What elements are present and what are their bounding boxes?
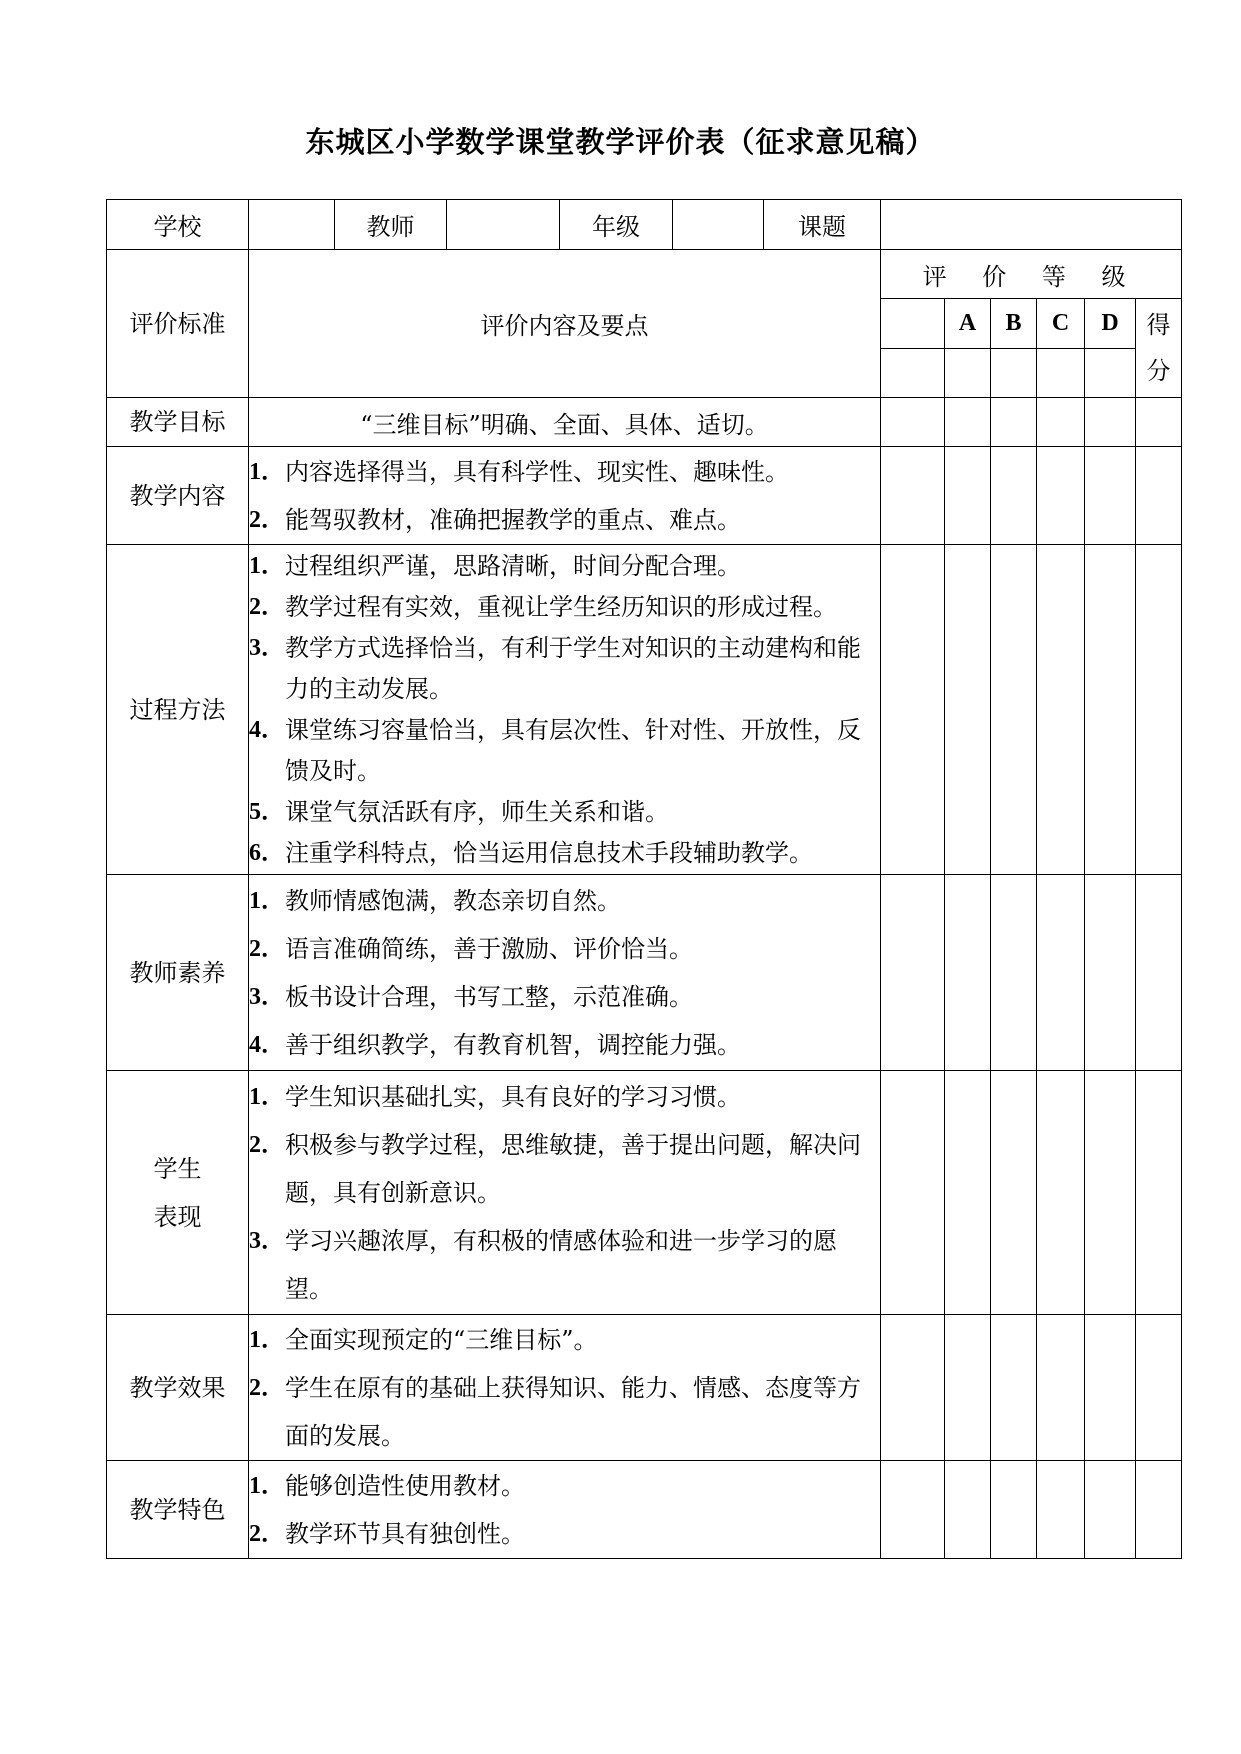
content-cell [249,447,881,545]
list-item: 4． 善于组织教学，有教育机智，调控能力强。 [249,1030,741,1059]
score-cell[interactable] [1136,447,1182,545]
list-item: 1． 内容选择得当，具有科学性、现实性、趣味性。 [249,457,789,486]
criterion-line2: 表现 [153,1202,202,1231]
score-cell[interactable] [1136,1071,1182,1315]
grade-blank-cell [881,299,945,349]
list-item: 6． 注重学科特点，恰当运用信息技术手段辅助教学。 [249,838,813,867]
list-item: 2． 积极参与教学过程，思维敏捷，善于提出问题，解决问题，具有创新意识。 [249,1130,861,1207]
score-header-line1: 得 [1146,311,1171,339]
table-row [107,1461,1182,1559]
grade-cell[interactable] [945,398,991,447]
score-cell[interactable] [1136,1461,1182,1559]
grade-level-label: 年级 [560,200,673,250]
grade-cell[interactable] [881,398,945,447]
grade-cell[interactable] [991,398,1037,447]
grade-b-header: B [991,299,1037,349]
list-item: 2． 教学环节具有独创性。 [249,1519,525,1548]
grade-d-header: D [1085,299,1136,349]
list-item: 3． 板书设计合理，书写工整，示范准确。 [249,982,693,1011]
grade-cell[interactable] [1037,1315,1085,1461]
grade-c-header: C [1037,299,1085,349]
list-item: 1． 过程组织严谨，思路清晰，时间分配合理。 [249,551,741,580]
column-header-row [107,250,1182,299]
content-cell: “三维目标”明确、全面、具体、适切。 [249,398,881,447]
list-item: 3． 教学方式选择恰当，有利于学生对知识的主动建构和能力的主动发展。 [249,633,861,703]
grade-cell[interactable] [1085,1461,1136,1559]
content-cell [249,1461,881,1559]
criterion-cell: 教学效果 [107,1315,249,1461]
list-item: 2． 学生在原有的基础上获得知识、能力、情感、态度等方面的发展。 [249,1373,861,1450]
grade-cell[interactable] [945,1071,991,1315]
table-row [107,545,1182,875]
topic-label: 课题 [764,200,881,250]
evaluation-table [106,199,1182,1559]
list-item: 2． 语言准确简练，善于激励、评价恰当。 [249,934,693,963]
teacher-label: 教师 [335,200,447,250]
table-row [107,875,1182,1071]
list-item: 1． 学生知识基础扎实，具有良好的学习习惯。 [249,1082,741,1111]
list-item: 2． 能驾驭教材，准确把握教学的重点、难点。 [249,505,741,534]
grade-cell[interactable] [881,1461,945,1559]
grade-cell[interactable] [1085,398,1136,447]
grade-cell[interactable] [991,1315,1037,1461]
grade-a-header: A [945,299,991,349]
score-header [1136,299,1182,398]
table-row [107,1315,1182,1461]
grade-cell[interactable] [881,1071,945,1315]
table-row [107,1071,1182,1315]
grade-cell[interactable] [945,1461,991,1559]
criterion-cell: 过程方法 [107,545,249,875]
score-header-line2: 分 [1146,357,1171,385]
grade-cell[interactable] [1037,875,1085,1071]
table-row [107,447,1182,545]
grade-cell[interactable] [1085,447,1136,545]
grade-cell[interactable] [945,1315,991,1461]
page-title: 东城区小学数学课堂教学评价表（征求意见稿） [305,125,936,159]
school-field[interactable] [249,200,335,250]
grade-cell[interactable] [991,447,1037,545]
grade-cell[interactable] [881,545,945,875]
grade-cell[interactable] [945,875,991,1071]
grade-level-field[interactable] [673,200,764,250]
grade-cell[interactable] [1037,545,1085,875]
grade-cell[interactable] [991,875,1037,1071]
criterion-cell: 教学特色 [107,1461,249,1559]
grade-cell[interactable] [881,875,945,1071]
criterion-column-header: 评价标准 [107,250,249,398]
grade-cell[interactable] [1037,398,1085,447]
criterion-cell: 教学内容 [107,447,249,545]
teacher-field[interactable] [447,200,560,250]
grade-cell[interactable] [1085,1071,1136,1315]
list-item: 1． 教师情感饱满，教态亲切自然。 [249,886,621,915]
content-cell [249,1071,881,1315]
list-item: 2． 教学过程有实效，重视让学生经历知识的形成过程。 [249,592,837,621]
grade-cell[interactable] [1037,1071,1085,1315]
grade-cell[interactable] [881,447,945,545]
grade-cell[interactable] [1085,875,1136,1071]
list-item: 1． 全面实现预定的“三维目标”。 [249,1325,598,1354]
grade-cell[interactable] [1085,545,1136,875]
grade-group-header: 评 价 等 级 [881,250,1182,299]
topic-field[interactable] [881,200,1182,250]
criterion-cell: 教师素养 [107,875,249,1071]
content-cell [249,875,881,1071]
score-cell[interactable] [1136,875,1182,1071]
list-item: 4． 课堂练习容量恰当，具有层次性、针对性、开放性，反馈及时。 [249,715,861,785]
score-cell[interactable] [1136,398,1182,447]
school-label: 学校 [107,200,249,250]
content-cell [249,545,881,875]
grade-cell[interactable] [991,1461,1037,1559]
criterion-line1: 学生 [153,1154,202,1183]
score-cell[interactable] [1136,1315,1182,1461]
list-item: 1． 能够创造性使用教材。 [249,1471,525,1500]
list-item: 5． 课堂气氛活跃有序，师生关系和谐。 [249,797,669,826]
grade-cell[interactable] [945,447,991,545]
grade-cell[interactable] [1037,1461,1085,1559]
list-item: 3． 学习兴趣浓厚，有积极的情感体验和进一步学习的愿望。 [249,1226,837,1303]
score-cell[interactable] [1136,545,1182,875]
criterion-cell [107,1071,249,1315]
content-cell [249,1315,881,1461]
info-row [107,200,1182,250]
grade-cell[interactable] [1085,1315,1136,1461]
grade-cell[interactable] [881,1315,945,1461]
content-column-header: 评价内容及要点 [249,250,881,398]
grade-cell[interactable] [945,545,991,875]
table-row [107,398,1182,447]
grade-cell[interactable] [991,545,1037,875]
grade-cell[interactable] [991,1071,1037,1315]
grade-cell[interactable] [1037,447,1085,545]
criterion-cell: 教学目标 [107,398,249,447]
